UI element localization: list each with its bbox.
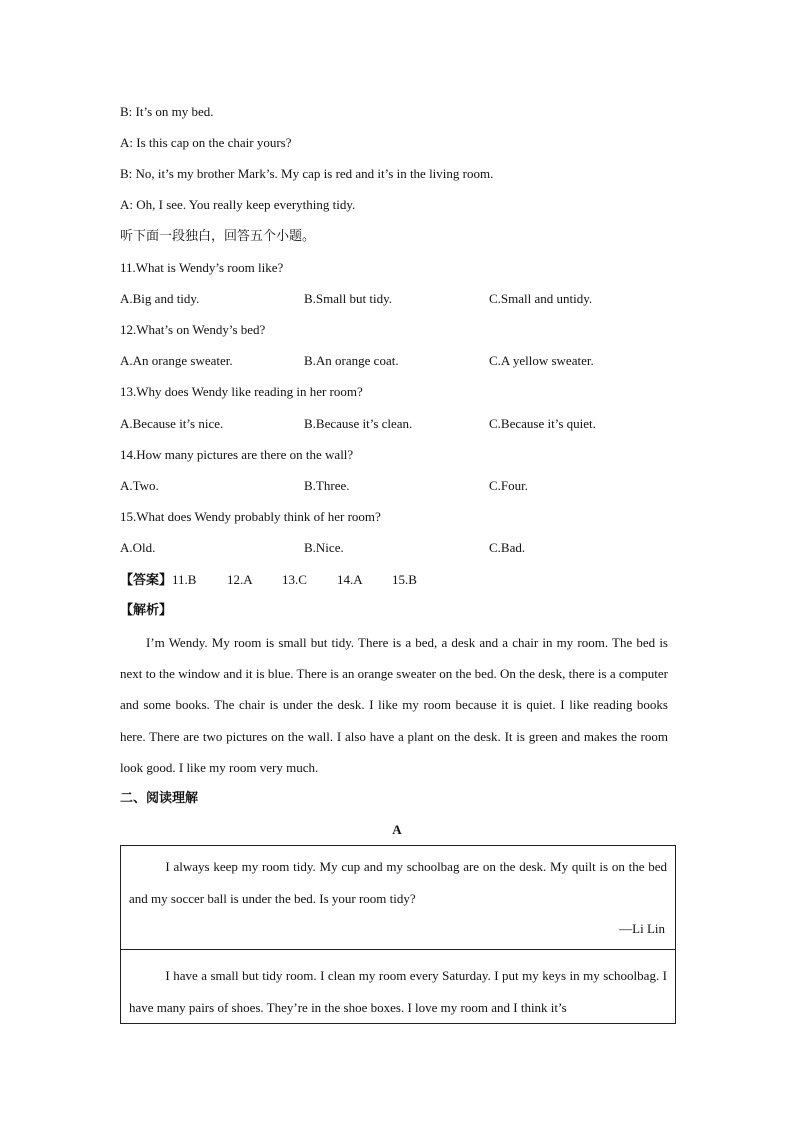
answer-label: 【答案】 <box>120 573 173 588</box>
option-a: A.Old. <box>120 540 156 555</box>
passage-author: —Li Lin <box>619 921 665 936</box>
option-b: B.Nice. <box>304 540 344 555</box>
dialogue-line-2: A: Is this cap on the chair yours? <box>120 135 292 150</box>
dialogue-line-1: B: It’s on my bed. <box>120 104 214 119</box>
option-a: A.Big and tidy. <box>120 291 200 306</box>
question-12-options <box>120 351 680 371</box>
answer-15: 15.B <box>392 572 417 587</box>
passage-text-li-lin: I always keep my room tidy. My cup and my schoolbag are on the desk. My quilt is on the bed and my soccer ball is under the bed. Is your room tidy? <box>129 859 667 906</box>
question-15: 15.What does Wendy probably think of her room? <box>120 509 381 524</box>
answer-14: 14.A <box>337 572 363 587</box>
passage-text-2: I have a small but tidy room. I clean my room every Saturday. I put my keys in my schoolbag. I have many pairs of shoes. They’re in the shoe boxes. I love my room and I think it’s <box>129 968 667 1015</box>
listening-instruction: 听下面一段独白，回答五个小题。 <box>120 229 316 244</box>
option-b: B.Because it’s clean. <box>304 416 413 431</box>
question-13-options <box>120 414 680 434</box>
dialogue-line-4: A: Oh, I see. You really keep everything tidy. <box>120 197 356 212</box>
question-11-options <box>120 289 680 309</box>
passage-cell-li-lin <box>121 846 675 950</box>
reading-passage-table <box>120 845 676 1024</box>
option-c: C.Four. <box>489 478 529 493</box>
option-b: B.Three. <box>304 478 350 493</box>
answer-row <box>120 570 680 590</box>
option-b: B.Small but tidy. <box>304 291 392 306</box>
question-14: 14.How many pictures are there on the wall? <box>120 447 354 462</box>
dialogue-line-3: B: No, it’s my brother Mark’s. My cap is red and it’s in the living room. <box>120 166 494 181</box>
option-c: C.Because it’s quiet. <box>489 416 596 431</box>
option-c: C.A yellow sweater. <box>489 353 594 368</box>
answer-13: 13.C <box>282 572 307 587</box>
passage-label: A <box>392 822 402 837</box>
answer-11: 11.B <box>172 572 197 587</box>
analysis-label: 【解析】 <box>120 603 173 618</box>
option-a: A.Two. <box>120 478 159 493</box>
option-a: A.An orange sweater. <box>120 353 233 368</box>
option-b: B.An orange coat. <box>304 353 399 368</box>
question-14-options <box>120 476 680 496</box>
answer-12: 12.A <box>227 572 253 587</box>
listening-transcript: I’m Wendy. My room is small but tidy. There is a bed, a desk and a chair in my room. The bed is next to the window and it is blue. There is an orange sweater on the bed. On the desk, there is a computer and some books. The chair is under the desk. I like my room because it is quiet. I like reading books here. There are two pictures on the wall. I also have a plant on the desk. It is green and makes the room look good. I like my room very much. <box>120 635 668 775</box>
option-a: A.Because it’s nice. <box>120 416 224 431</box>
option-c: C.Small and untidy. <box>489 291 593 306</box>
section-title: 二、阅读理解 <box>120 791 199 806</box>
question-11: 11.What is Wendy’s room like? <box>120 260 284 275</box>
passage-cell-2 <box>121 950 675 1024</box>
option-c: C.Bad. <box>489 540 526 555</box>
question-15-options <box>120 538 680 558</box>
question-13: 13.Why does Wendy like reading in her room? <box>120 384 363 399</box>
question-12: 12.What’s on Wendy’s bed? <box>120 322 266 337</box>
